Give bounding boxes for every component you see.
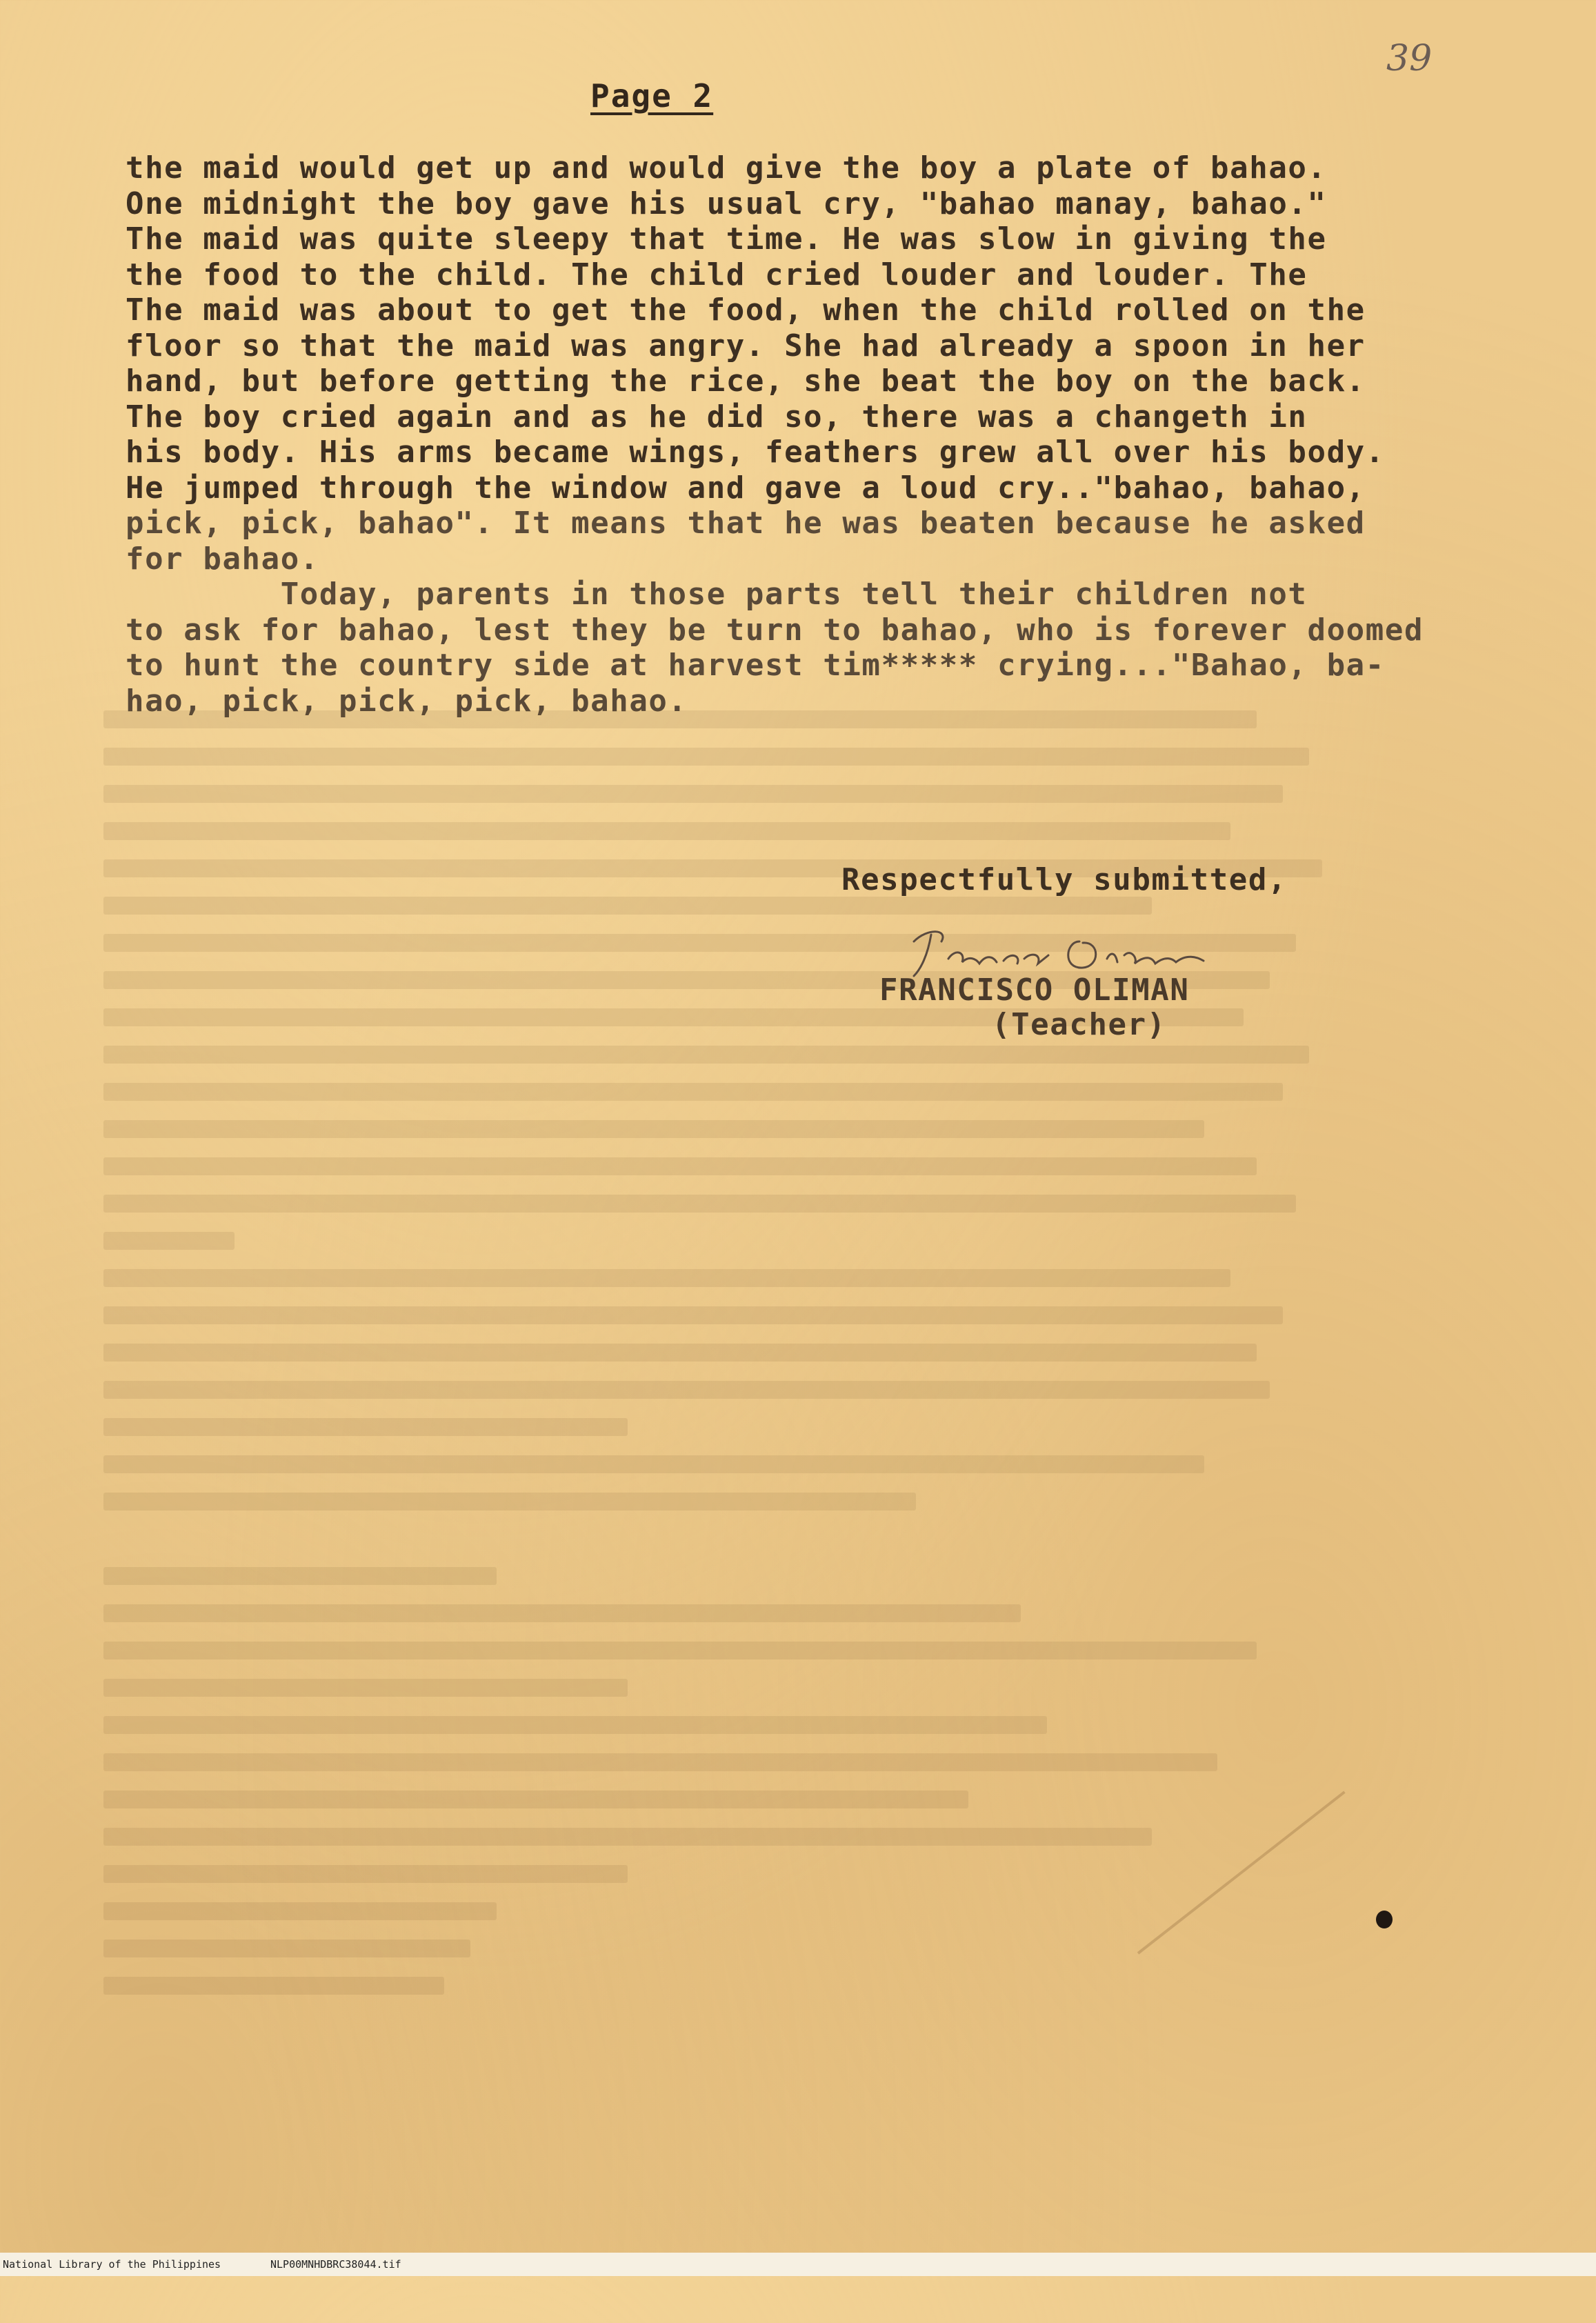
body-text — [126, 150, 1546, 719]
body-line: The maid was about to get the food, when the child rolled on the — [126, 292, 1366, 328]
closing-line: Respectfully submitted, — [841, 862, 1288, 897]
signer-name: FRANCISCO OLIMAN — [879, 973, 1190, 1008]
body-line: He jumped through the window and gave a loud cry.."bahao, bahao, — [126, 470, 1366, 506]
ink-spot — [1376, 1911, 1393, 1928]
body-line: the food to the child. The child cried louder and louder. The — [126, 257, 1308, 292]
body-line: floor so that the maid was angry. She had already a spoon in her — [126, 328, 1366, 363]
footer-library: National Library of the Philippines — [3, 2258, 221, 2271]
body-line: The maid was quite sleepy that time. He was slow in giving the — [126, 221, 1327, 257]
body-line: his body. His arms became wings, feathers grew all over his body. — [126, 435, 1385, 470]
body-line: the maid would get up and would give the boy a plate of bahao. — [126, 150, 1327, 186]
body-line: for bahao. — [126, 541, 319, 577]
signer-role: (Teacher) — [992, 1007, 1166, 1042]
body-line: The boy cried again and as he did so, there was a changeth in — [126, 399, 1308, 435]
body-line: to hunt the country side at harvest tim***** crying..."Bahao, ba- — [126, 648, 1385, 683]
body-line: to ask for bahao, lest they be turn to bahao, who is forever doomed — [126, 612, 1424, 648]
archive-footer — [0, 2253, 1596, 2276]
page-label: Page 2 — [590, 77, 714, 114]
footer-file-id: NLP00MNHDBRC38044.tif — [270, 2258, 401, 2271]
body-line: One midnight the boy gave his usual cry, "bahao manay, bahao." — [126, 186, 1327, 221]
handwritten-page-number: 39 — [1386, 38, 1433, 79]
body-line: Today, parents in those parts tell their children not — [126, 577, 1308, 612]
body-line: hand, but before getting the rice, she beat the boy on the back. — [126, 363, 1366, 399]
body-line: hao, pick, pick, pick, bahao. — [126, 683, 688, 719]
body-line: pick, pick, bahao". It means that he was beaten because he asked — [126, 506, 1366, 541]
